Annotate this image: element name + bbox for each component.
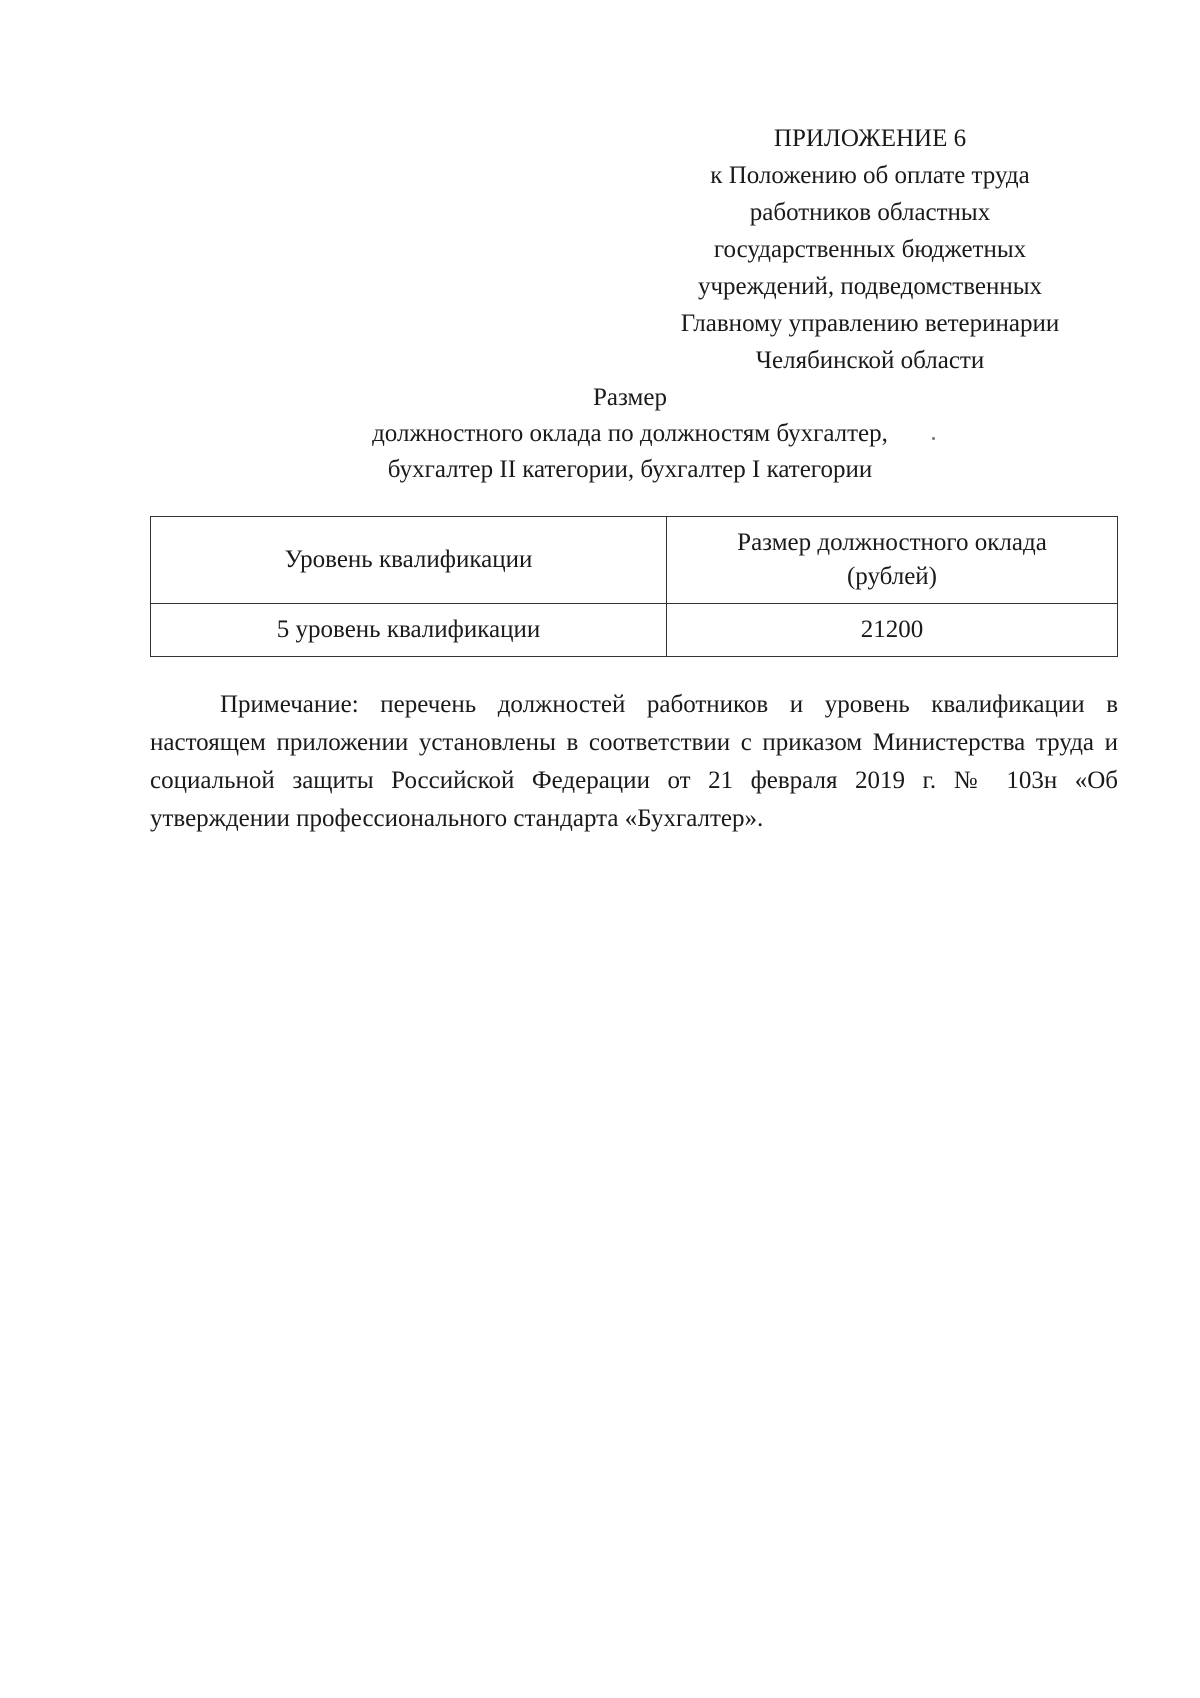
header-salary-size-line2: (рублей) [846,563,938,590]
note-paragraph: Примечание: перечень должностей работников и уровень квалификации в настоящем приложении установлены в соответствии с приказом Министерства труда и социальной защиты Российской Федерации от 21 февраля 2019 г. № 103н «Об утверждении профессионального стандарта «Бухгалтер». [150,691,1118,832]
table-row [151,604,1118,657]
appendix-line: учреждений, подведомственных [697,273,1043,300]
appendix-line: работников областных [749,199,991,226]
header-qualification-level: Уровень квалификации [151,517,667,604]
appendix-header [640,120,1100,379]
appendix-line: к Положению об оплате труда [710,162,1030,189]
cell-salary-amount: 21200 [667,604,1118,657]
appendix-number: ПРИЛОЖЕНИЕ 6 [773,125,967,152]
cell-qualification-level: 5 уровень квалификации [151,604,667,657]
appendix-line: Челябинской области [755,347,985,374]
header-salary-size-line1: Размер должностного оклада [737,529,1047,556]
title-line: должностного оклада по должностям бухгалтер, [372,420,888,447]
appendix-line: Главному управлению ветеринарии [680,310,1060,337]
header-salary-size [667,517,1118,604]
document-title [230,380,1030,488]
table-header-row [151,517,1118,604]
salary-table [150,516,1118,657]
appendix-line: государственных бюджетных [713,236,1027,263]
scan-speck [932,437,935,440]
title-line: бухгалтер II категории, бухгалтер I категории [387,456,873,483]
title-line: Размер [593,384,667,411]
